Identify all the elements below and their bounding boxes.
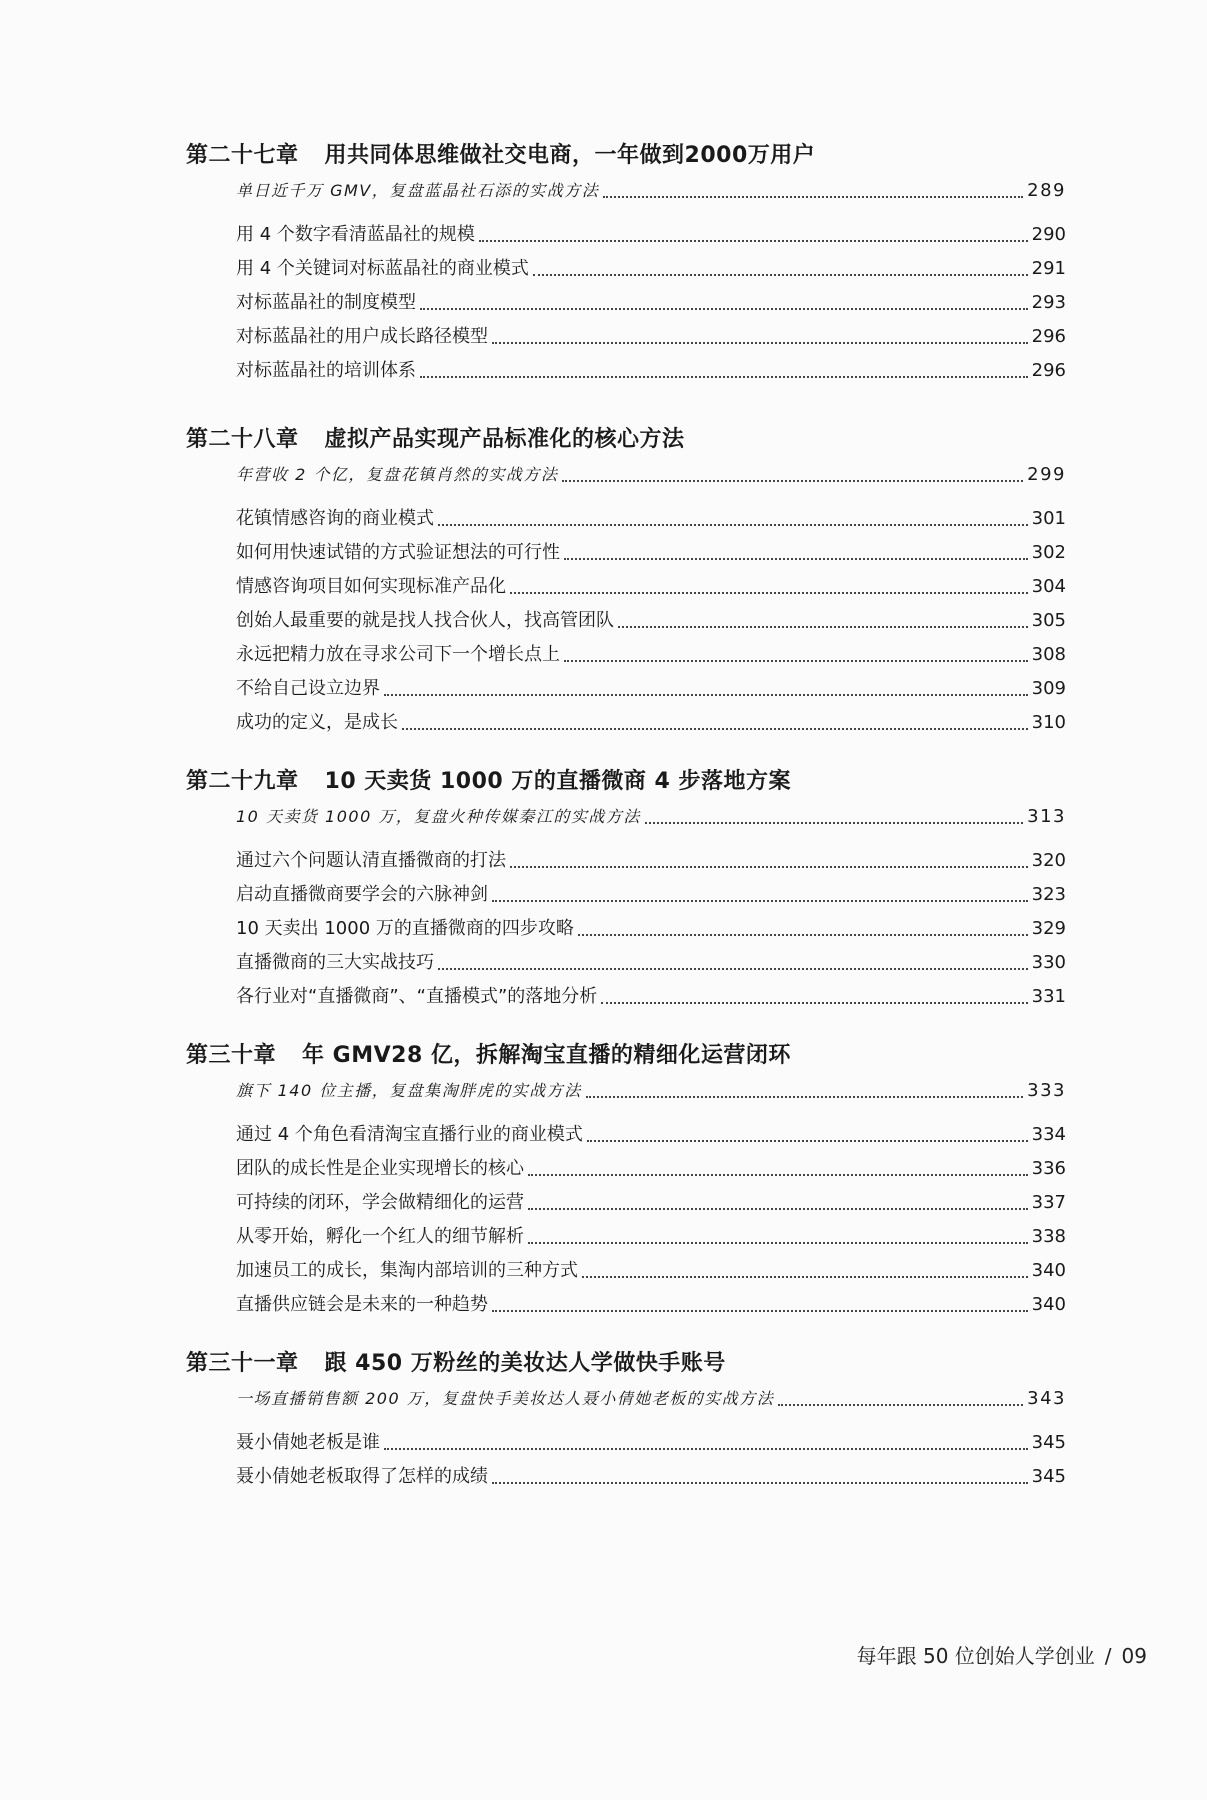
page-number: 301	[1031, 508, 1066, 529]
toc-section-entry[interactable]	[236, 1152, 1066, 1186]
page-number: 289	[1027, 180, 1066, 201]
page-number: 345	[1031, 1432, 1066, 1453]
chapter-number: 第二十七章	[186, 143, 299, 168]
section-title: 花镇情感咨询的商业模式	[236, 508, 434, 529]
dot-leader	[601, 1002, 1027, 1004]
toc-section-entry[interactable]	[236, 1186, 1066, 1220]
toc-section-entry[interactable]	[236, 912, 1066, 946]
toc-section-entry[interactable]	[236, 218, 1066, 252]
dot-leader	[778, 1404, 1023, 1406]
dot-leader	[492, 1310, 1028, 1312]
section-title: 创始人最重要的就是找人找合伙人，找高管团队	[236, 610, 614, 631]
toc-subtitle-entry[interactable]	[236, 458, 1066, 492]
dot-leader	[438, 968, 1028, 970]
subtitle-text: 一场直播销售额 200 万，复盘快手美妆达人聂小倩她老板的实战方法	[236, 1389, 775, 1408]
toc-subtitle-entry[interactable]	[236, 800, 1066, 834]
chapter-heading[interactable]	[186, 1038, 1066, 1074]
toc-chapter	[186, 422, 1066, 740]
page-number: 296	[1031, 360, 1066, 381]
page-number: 293	[1031, 292, 1066, 313]
dot-leader	[562, 480, 1023, 482]
dot-leader	[492, 900, 1028, 902]
dot-leader	[420, 308, 1028, 310]
chapter-number: 第三十一章	[186, 1351, 299, 1376]
section-title: 直播供应链会是未来的一种趋势	[236, 1294, 488, 1315]
page-number: 331	[1031, 986, 1066, 1007]
dot-leader	[564, 660, 1028, 662]
dot-leader	[384, 1448, 1028, 1450]
chapter-heading[interactable]	[186, 422, 1066, 458]
toc-section-entry[interactable]	[236, 638, 1066, 672]
page-number: 299	[1027, 464, 1066, 485]
subtitle-text: 10 天卖货 1000 万，复盘火种传媒秦江的实战方法	[236, 807, 641, 826]
toc-subtitle-entry[interactable]	[236, 1382, 1066, 1416]
page-number: 329	[1031, 918, 1066, 939]
dot-leader	[492, 342, 1028, 344]
toc-section-entry[interactable]	[236, 1254, 1066, 1288]
section-title: 直播微商的三大实战技巧	[236, 952, 434, 973]
dot-leader	[402, 728, 1028, 730]
section-title: 通过 4 个角色看清淘宝直播行业的商业模式	[236, 1124, 583, 1145]
section-title: 不给自己设立边界	[236, 678, 380, 699]
toc-section-entry[interactable]	[236, 878, 1066, 912]
dot-leader	[582, 1276, 1028, 1278]
chapter-title: 虚拟产品实现产品标准化的核心方法	[324, 427, 685, 452]
page-footer	[857, 1640, 1147, 1669]
dot-leader	[420, 376, 1028, 378]
section-title: 对标蓝晶社的用户成长路径模型	[236, 326, 488, 347]
chapter-heading[interactable]	[186, 764, 1066, 800]
dot-leader	[479, 240, 1028, 242]
section-title: 聂小倩她老板取得了怎样的成绩	[236, 1466, 488, 1487]
page-number: 305	[1031, 610, 1066, 631]
section-title: 成功的定义，是成长	[236, 712, 398, 733]
page-number: 338	[1031, 1226, 1066, 1247]
dot-leader	[528, 1242, 1028, 1244]
page-number: 333	[1027, 1080, 1066, 1101]
toc-section-entry[interactable]	[236, 286, 1066, 320]
page-number: 302	[1031, 542, 1066, 563]
section-title: 各行业对“直播微商”、“直播模式”的落地分析	[236, 986, 598, 1007]
chapter-heading[interactable]	[186, 138, 1066, 174]
section-title: 从零开始，孵化一个红人的细节解析	[236, 1226, 524, 1247]
footer-page-number: 09	[1121, 1644, 1147, 1668]
page-number: 334	[1031, 1124, 1066, 1145]
page-number: 313	[1027, 806, 1066, 827]
toc-section-entry[interactable]	[236, 502, 1066, 536]
toc-chapter	[186, 1038, 1066, 1322]
toc-section-entry[interactable]	[236, 946, 1066, 980]
toc-section-entry[interactable]	[236, 1118, 1066, 1152]
toc-section-entry[interactable]	[236, 980, 1066, 1014]
dot-leader	[492, 1482, 1028, 1484]
dot-leader	[578, 934, 1028, 936]
section-title: 对标蓝晶社的培训体系	[236, 360, 416, 381]
toc-section-entry[interactable]	[236, 570, 1066, 604]
dot-leader	[510, 866, 1028, 868]
toc-section-entry[interactable]	[236, 1426, 1066, 1460]
book-title: 每年跟 50 位创始人学创业	[856, 1644, 1095, 1668]
dot-leader	[438, 524, 1028, 526]
toc-section-entry[interactable]	[236, 1220, 1066, 1254]
page-number: 320	[1031, 850, 1066, 871]
page-number: 308	[1031, 644, 1066, 665]
page-number: 290	[1031, 224, 1066, 245]
toc-subtitle-entry[interactable]	[236, 1074, 1066, 1108]
chapter-heading[interactable]	[186, 1346, 1066, 1382]
section-title: 用 4 个关键词对标蓝晶社的商业模式	[236, 258, 529, 279]
dot-leader	[528, 1208, 1028, 1210]
footer-separator: /	[1104, 1644, 1112, 1668]
toc-subtitle-entry[interactable]	[236, 174, 1066, 208]
page-number: 337	[1031, 1192, 1066, 1213]
dot-leader	[645, 822, 1023, 824]
toc-chapter	[186, 764, 1066, 1014]
section-title: 用 4 个数字看清蓝晶社的规模	[236, 224, 475, 245]
page-number: 310	[1031, 712, 1066, 733]
page-number: 340	[1031, 1260, 1066, 1281]
subtitle-text: 年营收 2 个亿，复盘花镇肖然的实战方法	[236, 465, 559, 484]
dot-leader	[587, 1140, 1028, 1142]
toc-section-entry[interactable]	[236, 252, 1066, 286]
chapter-title: 年 GMV28 亿，拆解淘宝直播的精细化运营闭环	[302, 1043, 791, 1068]
section-title: 可持续的闭环，学会做精细化的运营	[236, 1192, 524, 1213]
chapter-title: 用共同体思维做社交电商，一年做到2000万用户	[324, 143, 816, 168]
section-title: 团队的成长性是企业实现增长的核心	[236, 1158, 524, 1179]
toc-section-entry[interactable]	[236, 844, 1066, 878]
section-title: 通过六个问题认清直播微商的打法	[236, 850, 506, 871]
section-title: 加速员工的成长，集淘内部培训的三种方式	[236, 1260, 578, 1281]
subtitle-text: 单日近千万 GMV，复盘蓝晶社石添的实战方法	[236, 181, 600, 200]
dot-leader	[510, 592, 1028, 594]
dot-leader	[564, 558, 1028, 560]
dot-leader	[618, 626, 1028, 628]
page-number: 296	[1031, 326, 1066, 347]
page-number: 323	[1031, 884, 1066, 905]
page-number: 345	[1031, 1466, 1066, 1487]
page-number: 336	[1031, 1158, 1066, 1179]
chapter-title: 10 天卖货 1000 万的直播微商 4 步落地方案	[324, 769, 791, 794]
page-number: 343	[1027, 1388, 1066, 1409]
section-title: 如何用快速试错的方式验证想法的可行性	[236, 542, 560, 563]
page-number: 340	[1031, 1294, 1066, 1315]
chapter-number: 第二十八章	[186, 427, 299, 452]
toc-chapter	[186, 1346, 1066, 1494]
dot-leader	[533, 274, 1028, 276]
chapter-number: 第三十章	[186, 1043, 277, 1068]
chapter-title: 跟 450 万粉丝的美妆达人学做快手账号	[324, 1351, 726, 1376]
toc-section-entry[interactable]	[236, 1288, 1066, 1322]
toc-section-entry[interactable]	[236, 604, 1066, 638]
toc-section-entry[interactable]	[236, 320, 1066, 354]
section-title: 永远把精力放在寻求公司下一个增长点上	[236, 644, 560, 665]
toc-section-entry[interactable]	[236, 706, 1066, 740]
page-number: 291	[1031, 258, 1066, 279]
section-title: 聂小倩她老板是谁	[236, 1432, 380, 1453]
section-title: 启动直播微商要学会的六脉神剑	[236, 884, 488, 905]
section-title: 10 天卖出 1000 万的直播微商的四步攻略	[236, 918, 574, 939]
chapter-number: 第二十九章	[186, 769, 299, 794]
toc-section-entry[interactable]	[236, 672, 1066, 706]
toc-section-entry[interactable]	[236, 1460, 1066, 1494]
toc-section-entry[interactable]	[236, 536, 1066, 570]
section-title: 对标蓝晶社的制度模型	[236, 292, 416, 313]
section-title: 情感咨询项目如何实现标准产品化	[236, 576, 506, 597]
dot-leader	[384, 694, 1028, 696]
dot-leader	[586, 1096, 1023, 1098]
toc-section-entry[interactable]	[236, 354, 1066, 388]
page-number: 330	[1031, 952, 1066, 973]
dot-leader	[528, 1174, 1028, 1176]
table-of-contents	[186, 138, 1066, 1518]
dot-leader	[603, 196, 1023, 198]
page-number: 309	[1031, 678, 1066, 699]
page-number: 304	[1031, 576, 1066, 597]
subtitle-text: 旗下 140 位主播，复盘集淘胖虎的实战方法	[236, 1081, 582, 1100]
toc-chapter	[186, 138, 1066, 388]
